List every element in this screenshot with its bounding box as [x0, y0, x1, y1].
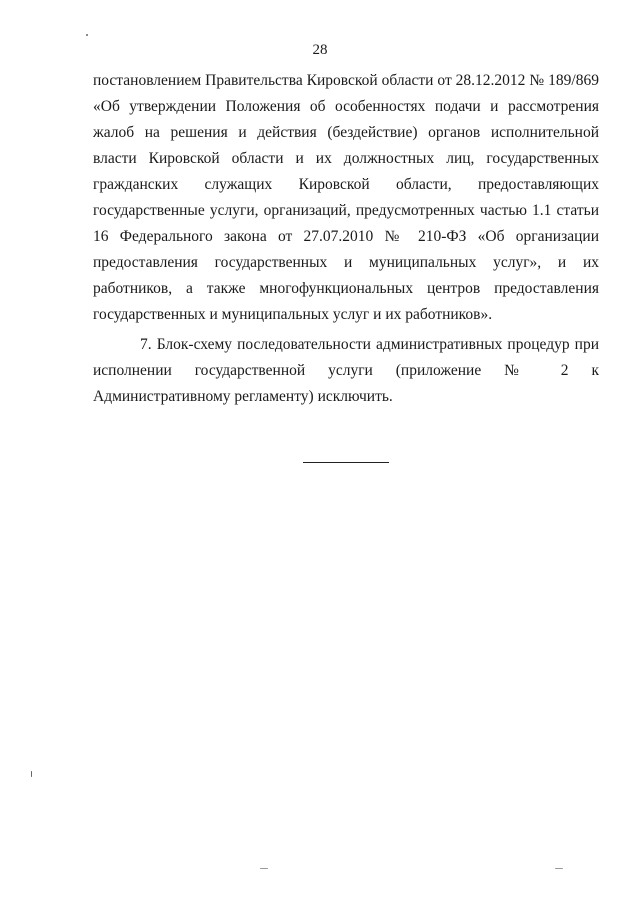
end-separator-line: [303, 462, 389, 463]
scan-speck: [86, 34, 88, 36]
paragraph-item-7: 7. Блок-схему последовательности административных процедур при исполнении государственной услуги (приложение № 2 к Административному регламенту) исключить.: [93, 336, 599, 405]
paragraph-continuation: постановлением Правительства Кировской области от 28.12.2012 № 189/869 «Об утверждении Положения об особенностях подачи и рассмотрения жалоб на решения и действия (бездействие) органов исполнительной власти Кировской области и их должностных лиц, государственных гражданских служащих Кировской области, предоставляющих государственные услуги, организаций, предусмотренных частью 1.1 статьи 16 Федерального закона от 27.07.2010 № 210-ФЗ «Об организации предоставления государственных и муниципальных услуг», и их работников, а также многофункциональных центров предоставления государственных и муниципальных услуг и их работников».: [93, 72, 599, 323]
scan-speck: [260, 868, 268, 869]
scan-speck: [31, 771, 32, 777]
scan-speck: [555, 868, 563, 869]
page-number: 28: [312, 42, 328, 58]
document-body: [93, 68, 599, 410]
